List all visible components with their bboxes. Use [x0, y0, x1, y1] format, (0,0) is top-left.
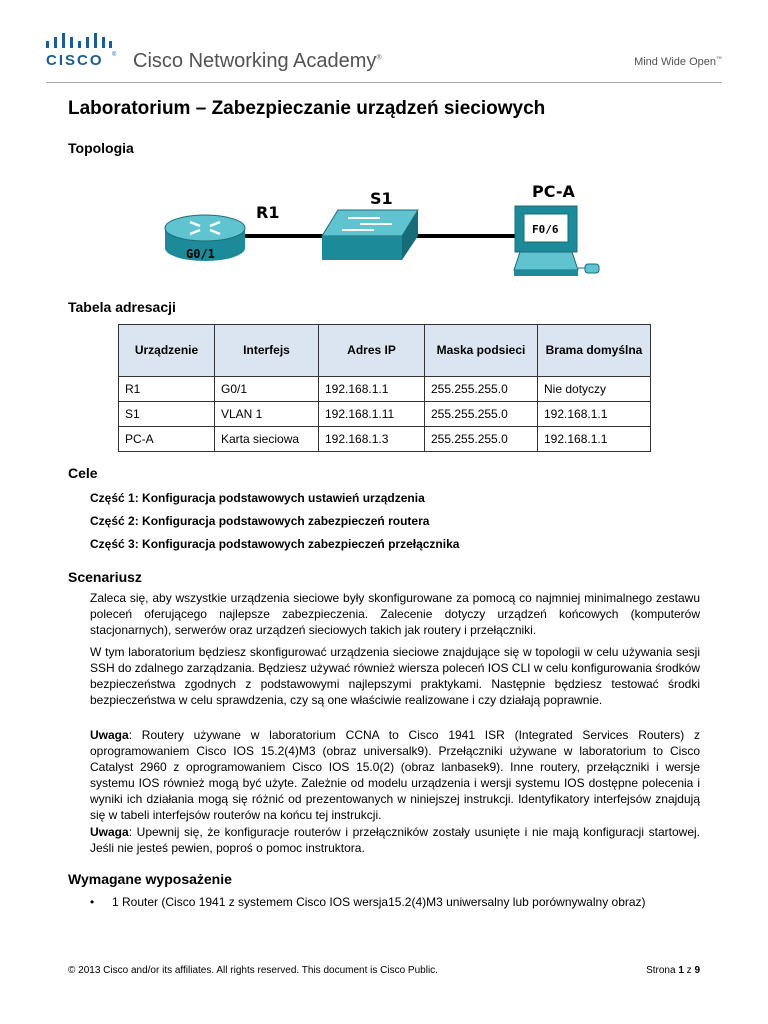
table-cell: S1 [119, 402, 215, 427]
column-header: Interfejs [215, 325, 319, 377]
table-cell: VLAN 1 [215, 402, 319, 427]
header-divider [46, 82, 722, 83]
table-cell: 192.168.1.1 [538, 402, 651, 427]
list-item: • 1 Router (Cisco 1941 z systemem Cisco IOS wersja15.2(4)M3 uniwersalny lub porównywalny obraz) [90, 895, 646, 909]
scenario-paragraph-1: Zaleca się, aby wszystkie urządzenia sieciowe były skonfigurowane za pomocą co najmniej minimalnego zestawu poleceń oferującego najlepsze zabezpieczenia. Zalecenie dotyczy urządzeń końcowych (komputerów stacjonarnych), serwerów oraz urządzeń sieciowych takich jak routery i przełączniki. [90, 591, 700, 637]
footer-page-number: Strona 1 z 9 [646, 965, 700, 976]
page-header [0, 0, 768, 88]
tagline: Mind Wide Open™ [634, 56, 722, 68]
router-port-label: G0/1 [186, 247, 215, 261]
scenario-note-2: Uwaga: Upewnij się, że konfiguracje routerów i przełączników zostały usunięte i nie mają konfiguracji startowej. Jeśli nie jesteś pewien, poproś o pomoc instruktora. [90, 825, 700, 855]
table-cell: 192.168.1.3 [319, 427, 425, 452]
objective-part-3: Część 3: Konfiguracja podstawowych zabezpieczeń przełącznika [90, 537, 460, 551]
addressing-table [118, 324, 651, 452]
scenario-paragraph-2: W tym laboratorium będziesz skonfigurować urządzenia sieciowe znajdujące się w topologii w celu używania sesji SSH do zdalnego zarządzania. Będziesz używać również wiersza poleceń IOS CLI w celu konfigurowania środków bezpieczeństwa zgodnych z podstawowymi najlepszymi praktykami. Następnie będziesz testować środki bezpieczeństwa w celu sprawdzenia, czy są one właściwie realizowane i czy działają poprawnie. [90, 645, 700, 707]
topology-diagram [160, 178, 610, 290]
table-cell: 255.255.255.0 [425, 427, 538, 452]
switch-label: S1 [370, 189, 393, 208]
cisco-logo-bars-icon [46, 32, 112, 50]
table-cell: 192.168.1.11 [319, 402, 425, 427]
table-cell: G0/1 [215, 377, 319, 402]
table-header-row [119, 325, 651, 377]
table-cell: 255.255.255.0 [425, 402, 538, 427]
objectives-heading: Cele [68, 465, 98, 481]
footer-copyright: © 2013 Cisco and/or its affiliates. All rights reserved. This document is Cisco Public. [68, 965, 438, 976]
table-cell: Nie dotyczy [538, 377, 651, 402]
equipment-heading: Wymagane wyposażenie [68, 871, 232, 887]
pc-label: PC-A [532, 182, 575, 201]
column-header: Urządzenie [119, 325, 215, 377]
table-cell: 192.168.1.1 [319, 377, 425, 402]
note-label: Uwaga [90, 728, 129, 742]
note-label: Uwaga [90, 825, 129, 839]
objective-part-2: Część 2: Konfiguracja podstawowych zabezpieczeń routera [90, 514, 430, 528]
column-header: Brama domyślna [538, 325, 651, 377]
table-cell: 255.255.255.0 [425, 377, 538, 402]
table-cell: 192.168.1.1 [538, 427, 651, 452]
pc-icon [514, 206, 599, 276]
brand-name: Cisco Networking Academy® [133, 50, 382, 72]
cisco-logo-registered: ® [112, 52, 117, 58]
router-label: R1 [256, 203, 280, 222]
column-header: Adres IP [319, 325, 425, 377]
cisco-logo-word: CISCO [46, 52, 104, 69]
column-header: Maska podsieci [425, 325, 538, 377]
page-title: Laboratorium – Zabezpieczanie urządzeń sieciowych [68, 98, 546, 119]
table-row [119, 377, 651, 402]
table-cell: R1 [119, 377, 215, 402]
table-row [119, 427, 651, 452]
addressing-heading: Tabela adresacji [68, 299, 176, 315]
pc-port-label: F0/6 [532, 223, 559, 236]
table-cell: PC-A [119, 427, 215, 452]
table-row [119, 402, 651, 427]
scenario-heading: Scenariusz [68, 569, 142, 585]
table-cell: Karta sieciowa [215, 427, 319, 452]
topology-heading: Topologia [68, 140, 134, 156]
bullet-icon: • [90, 895, 95, 909]
scenario-note-1: Uwaga: Routery używane w laboratorium CCNA to Cisco 1941 ISR (Integrated Services Routers) z oprogramowaniem Cisco IOS 15.2(4)M3 (obraz universalk9). Przełączniki używane w laboratorium to Cisco Catalyst 2960 z oprogramowaniem Cisco IOS 15.0(2) (obraz lanbasek9). Inne routery, przełączniki i wersje systemu IOS również mogą być użyte. Zależnie od modelu urządzenia i wersji systemu IOS dostępne polecenia i wyniki ich działania mogą się różnić od prezentowanych w niniejszej instrukcji. Identyfikatory interfejsów znajdują się w tabeli interfejsów routerów na końcu tej instrukcji. [90, 728, 700, 822]
switch-icon [322, 210, 418, 260]
objective-part-1: Część 1: Konfiguracja podstawowych ustawień urządzenia [90, 491, 425, 505]
